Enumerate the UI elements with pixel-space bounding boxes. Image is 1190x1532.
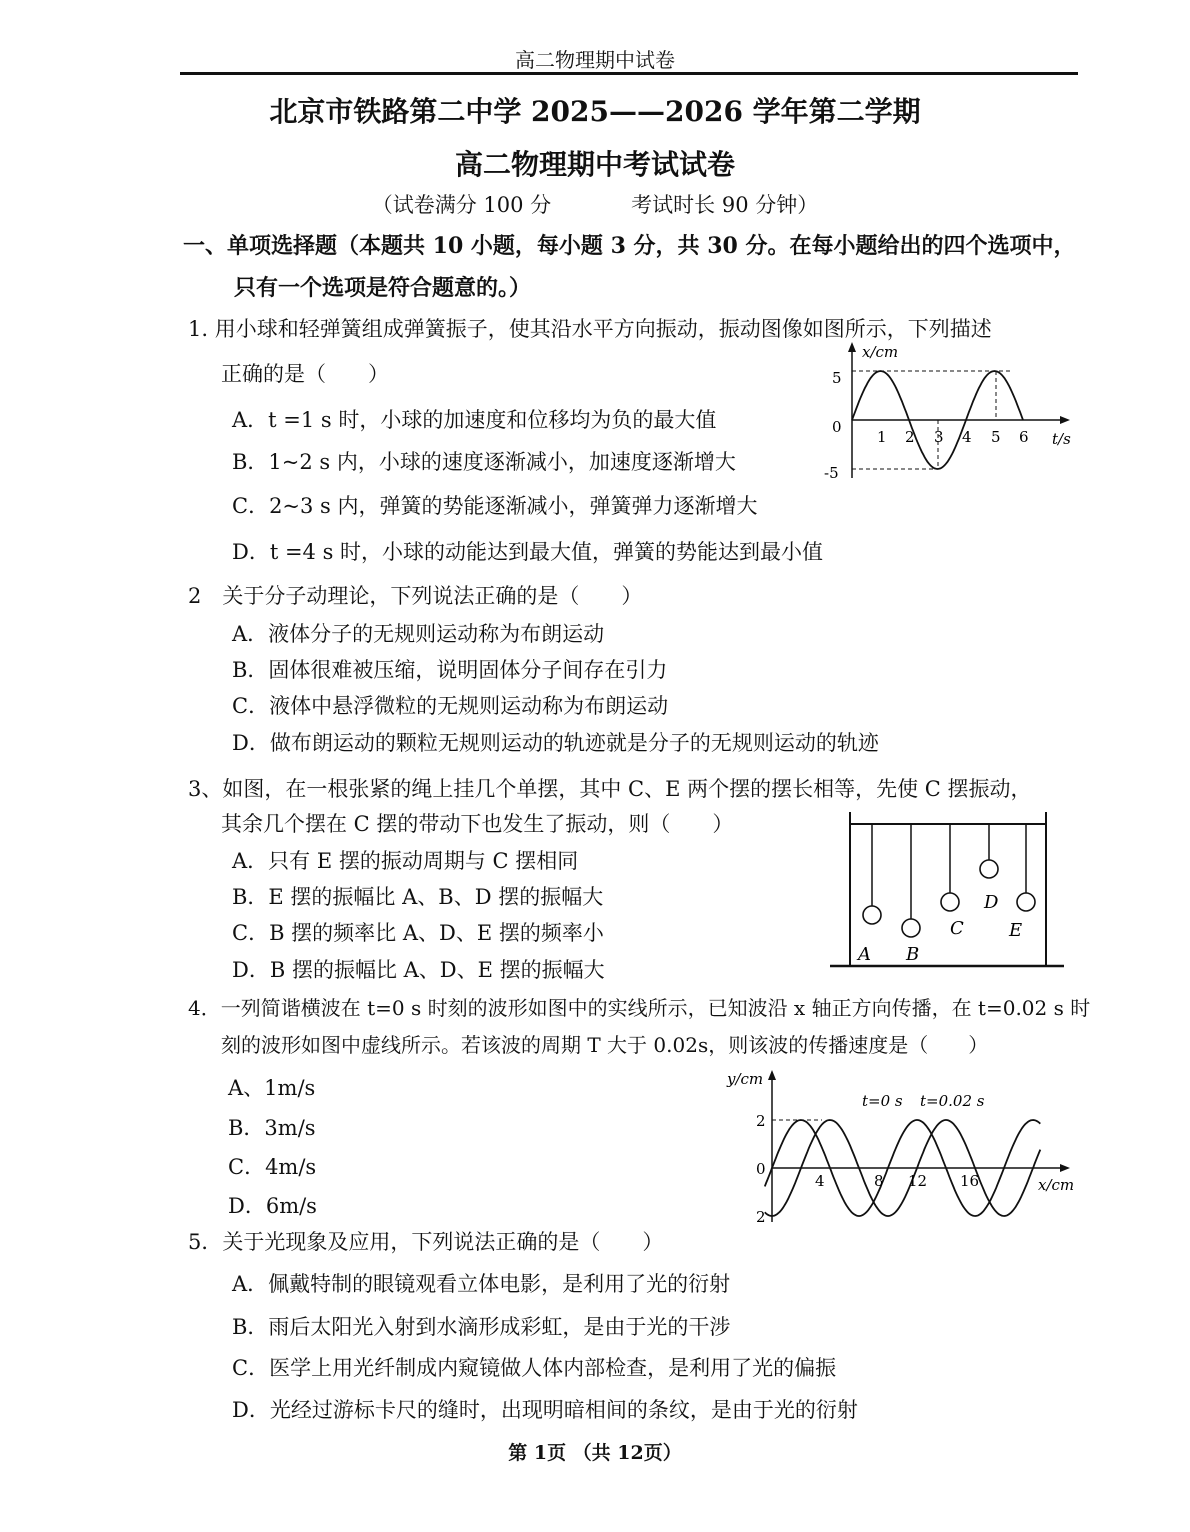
section-heading-cont: 只有一个选项是符合题意的。） [234,275,532,301]
q4-option-d: D．6m/s [228,1194,317,1218]
section-heading: 一、单项选择题（本题共 10 小题，每小题 3 分，共 30 分。在每小题给出的四个选项中， [183,233,1076,259]
fig1-xtick-5: 5 [991,428,1001,446]
fig4-xtick-4: 4 [815,1172,825,1190]
q4-option-c: C．4m/s [228,1155,317,1179]
q1-stem: 1. 用小球和轻弹簧组成弹簧振子，使其沿水平方向振动，振动图像如图所示，下列描述 [188,317,992,341]
q3-option-a: A．只有 E 摆的振动周期与 C 摆相同 [232,849,579,873]
q1-option-d: D．t =4 s 时，小球的动能达到最大值，弹簧的势能达到最小值 [232,540,824,564]
fig1-ytick-0: 0 [832,418,842,436]
pendulum-a-label: A [858,944,871,965]
fig4-xlabel: x/cm [1038,1176,1075,1194]
q5-stem: 5．关于光现象及应用，下列说法正确的是（ ） [188,1230,664,1254]
q2-option-b: B．固体很难被压缩，说明固体分子间存在引力 [232,658,668,682]
fig4-ytick-0: 0 [756,1160,766,1178]
fig4-xtick-12: 12 [908,1172,928,1190]
fig1-xtick-1: 1 [877,428,887,446]
q3-option-b: B．E 摆的振幅比 A、B、D 摆的振幅大 [232,885,604,909]
q5-option-d: D．光经过游标卡尺的缝时，出现明暗相间的条纹，是由于光的衍射 [232,1398,858,1422]
fig4-ytick-neg2: 2 [756,1208,766,1226]
q4-option-a: A、1m/s [228,1076,316,1100]
q4-option-b: B．3m/s [228,1116,316,1140]
fig1-xtick-2: 2 [905,428,915,446]
fig1-ytick-neg5: -5 [824,464,839,482]
q3-figure [828,808,1068,972]
page-header: 高二物理期中试卷 [515,48,675,72]
pendulum-c-label: C [950,918,964,939]
exam-time-info: 考试时长 90 分钟） [631,193,819,217]
q4-stem-cont: 刻的波形如图中虚线所示。若该波的周期 T 大于 0.02s，则该波的传播速度是（ ） [221,1033,989,1057]
fig4-xtick-8: 8 [874,1172,884,1190]
q2-option-c: C．液体中悬浮微粒的无规则运动称为布朗运动 [232,694,669,718]
exam-school-title: 北京市铁路第二中学 2025——2026 学年第二学期 [269,95,921,128]
pendulum-e-bob [1017,893,1035,911]
fig4-dashed-label: t=0.02 s [920,1092,985,1110]
q1-option-c: C．2~3 s 内，弹簧的势能逐渐减小，弹簧弹力逐渐增大 [232,494,758,518]
fig4-ytick-2: 2 [756,1112,766,1130]
q1-figure [820,340,1080,485]
fig4-xtick-16: 16 [960,1172,980,1190]
q4-figure [722,1062,1082,1232]
q1-option-a: A．t =1 s 时，小球的加速度和位移均为负的最大值 [232,408,717,432]
fig1-ytick-5: 5 [832,369,842,387]
pendulum-a-bob [863,906,881,924]
q4-stem: 4．一列简谐横波在 t=0 s 时刻的波形如图中的实线所示，已知波沿 x 轴正方向传播，在 t=0.02 s 时 [188,996,1091,1020]
q3-stem: 3、如图，在一根张紧的绳上挂几个单摆，其中 C、E 两个摆的摆长相等，先使 C 摆振动， [188,777,1032,801]
fig1-xlabel: t/s [1052,430,1071,448]
fig4-x-arrow [1060,1164,1070,1172]
q3-option-c: C．B 摆的频率比 A、D、E 摆的频率小 [232,921,604,945]
q3-stem-cont: 其余几个摆在 C 摆的带动下也发生了振动，则（ ） [221,812,734,836]
q3-option-d: D．B 摆的振幅比 A、D、E 摆的振幅大 [232,958,605,982]
fig4-ylabel: y/cm [727,1070,764,1088]
fig1-xtick-3: 3 [934,428,944,446]
pendulum-e-label: E [1009,920,1023,941]
pendulum-b-bob [902,919,920,937]
fig1-y-arrow [848,342,856,352]
exam-score-info: （试卷满分 100 分 [371,193,552,217]
q2-option-d: D．做布朗运动的颗粒无规则运动的轨迹就是分子的无规则运动的轨迹 [232,731,879,755]
q5-option-b: B．雨后太阳光入射到水滴形成彩虹，是由于光的干涉 [232,1315,731,1339]
page-footer: 第 1页 （共 12页） [508,1442,682,1464]
pendulum-b-label: B [906,944,920,965]
q5-option-a: A．佩戴特制的眼镜观看立体电影，是利用了光的衍射 [232,1272,731,1296]
q5-option-c: C．医学上用光纤制成内窥镜做人体内部检查，是利用了光的偏振 [232,1356,837,1380]
fig1-xtick-4: 4 [962,428,972,446]
q2-stem: 2 关于分子动理论，下列说法正确的是（ ） [188,584,643,608]
fig1-xtick-6: 6 [1019,428,1029,446]
fig4-solid-label: t=0 s [862,1092,903,1110]
header-rule [180,72,1078,75]
pendulum-d-bob [980,860,998,878]
q2-option-a: A．液体分子的无规则运动称为布朗运动 [232,622,605,646]
exam-info [0,189,1190,219]
exam-title: 高二物理期中考试试卷 [454,148,735,181]
q1-stem-cont: 正确的是（ ） [221,362,389,386]
fig1-ylabel: x/cm [862,343,899,361]
fig1-x-arrow [1060,416,1070,424]
q1-option-b: B．1~2 s 内，小球的速度逐渐减小，加速度逐渐增大 [232,450,736,474]
pendulum-d-label: D [984,892,999,913]
fig4-y-arrow [768,1070,776,1080]
pendulum-c-bob [941,893,959,911]
